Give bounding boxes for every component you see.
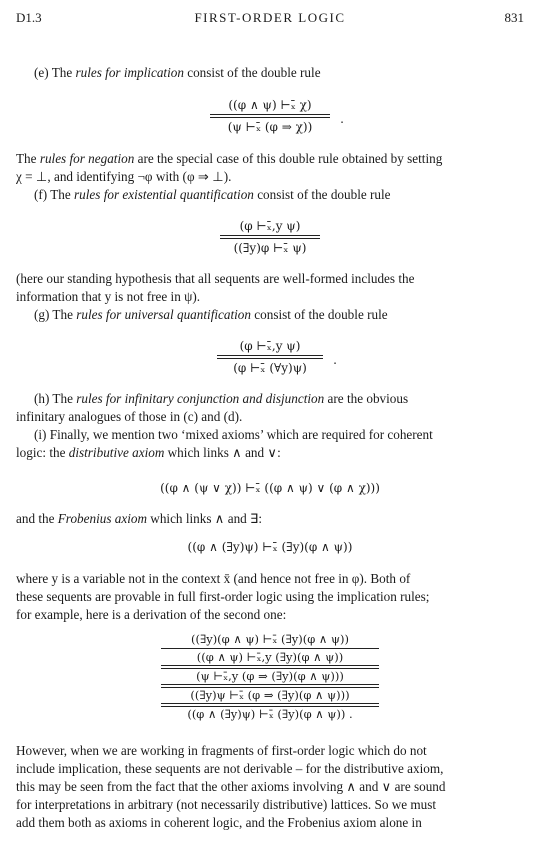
text: which links ∧ and ∃: <box>147 511 263 526</box>
text: and the <box>16 511 58 526</box>
emphasis: distributive axiom <box>68 445 165 460</box>
frobenius-axiom: ((φ ∧ (∃y)ψ) ⊢ₓ̄ (∃y)(φ ∧ ψ)) <box>187 540 353 554</box>
rule-numerator: (φ ⊢ₓ̄,y ψ) <box>239 219 301 233</box>
paragraph-f <box>16 186 524 204</box>
paragraph-negation <box>16 150 524 186</box>
single-rule-bar <box>161 648 379 649</box>
text: consist of the double rule <box>253 187 391 202</box>
text: χ = ⊥, and identifying ¬φ with (φ ⇒ ⊥). <box>16 169 232 184</box>
rule-denominator: (φ ⊢ₓ̄ (∀y)ψ) <box>233 361 307 375</box>
text: which links ∧ and ∨: <box>164 445 281 460</box>
implication-double-rule <box>0 97 540 135</box>
text: add them both as axioms in coherent logic, and the Frobenius axiom alone in <box>16 815 422 830</box>
text: consist of the double rule <box>250 307 388 322</box>
text: information that y is not free in ψ). <box>16 289 201 304</box>
paragraph-here <box>16 270 524 306</box>
derivation-step: ((φ ∧ ψ) ⊢ₓ̄,y (∃y)(φ ∧ ψ)) <box>196 650 344 664</box>
rule-end-mark: . <box>340 112 344 126</box>
derivation-step: ((∃y)(φ ∧ ψ) ⊢ₓ̄ (∃y)(φ ∧ ψ)) <box>190 632 349 646</box>
text: logic: the <box>16 445 69 460</box>
text: these sequents are provable in full first-order logic using the implication rules; <box>16 589 430 604</box>
derivation-step: ((∃y)ψ ⊢ₓ̄ (φ ⇒ (∃y)(φ ∧ ψ))) <box>190 688 350 702</box>
paragraph-i <box>16 426 524 462</box>
text: However, when we are working in fragments of first-order logic which do not <box>16 743 427 758</box>
text: (g) The <box>34 307 77 322</box>
rule-denominator: (ψ ⊢ₓ̄ (φ ⇒ χ)) <box>227 120 313 134</box>
emphasis: rules for infinitary conjunction and disjunction <box>76 391 325 406</box>
rule-end-mark: . <box>333 353 337 367</box>
emphasis: rules for implication <box>75 65 184 80</box>
existential-double-rule <box>0 218 540 256</box>
text: (i) Finally, we mention two ‘mixed axioms’ which are required for coherent <box>34 427 433 442</box>
paragraph-however <box>16 742 524 832</box>
distributive-axiom: ((φ ∧ (ψ ∨ χ)) ⊢ₓ̄ ((φ ∧ ψ) ∨ (φ ∧ χ))) <box>160 481 380 495</box>
text: for example, here is a derivation of the second one: <box>16 607 287 622</box>
emphasis: rules for negation <box>39 151 135 166</box>
running-title: FIRST-ORDER LOGIC <box>194 10 346 25</box>
double-rule-bar <box>210 114 330 118</box>
double-rule-bar <box>217 355 323 359</box>
text: are the obvious <box>324 391 409 406</box>
text: for interpretations in arbitrary (not necessarily distributive) lattices. So we must <box>16 797 437 812</box>
page-number: 831 <box>504 10 524 25</box>
text: (e) The <box>34 65 76 80</box>
paragraph-frobenius-intro <box>16 510 524 528</box>
section-label: D1.3 <box>16 10 42 25</box>
text: (h) The <box>34 391 77 406</box>
text: consist of the double rule <box>183 65 321 80</box>
emphasis: rules for existential quantification <box>74 187 254 202</box>
paragraph-e <box>16 64 524 82</box>
rule-denominator: ((∃y)φ ⊢ₓ̄ ψ) <box>233 241 307 255</box>
paragraph-h <box>16 390 524 426</box>
text: The <box>16 151 40 166</box>
text: infinitary analogues of those in (c) and (d). <box>16 409 243 424</box>
paragraph-where <box>16 570 524 624</box>
frobenius-derivation <box>0 632 540 722</box>
text: are the special case of this double rule obtained by setting <box>134 151 443 166</box>
rule-numerator: (φ ⊢ₓ̄,y ψ) <box>239 339 301 353</box>
text: (f) The <box>34 187 75 202</box>
derivation-step: ((φ ∧ (∃y)ψ) ⊢ₓ̄ (∃y)(φ ∧ ψ)) . <box>187 707 353 721</box>
emphasis: Frobenius axiom <box>57 511 147 526</box>
derivation-step: (ψ ⊢ₓ̄,y (φ ⇒ (∃y)(φ ∧ ψ))) <box>196 669 344 683</box>
double-rule-bar <box>220 235 320 239</box>
universal-double-rule <box>0 338 540 376</box>
text: this may be seen from the fact that the other axioms involving ∧ and ∨ are sound <box>16 779 446 794</box>
emphasis: rules for universal quantification <box>76 307 251 322</box>
running-header <box>16 10 524 30</box>
text: where y is a variable not in the context x̄ (and hence not free in φ). Both of <box>16 571 411 586</box>
rule-numerator: ((φ ∧ ψ) ⊢ₓ̄ χ) <box>228 98 312 112</box>
paragraph-g <box>16 306 524 324</box>
text: (here our standing hypothesis that all sequents are well-formed includes the <box>16 271 415 286</box>
text: include implication, these sequents are not derivable – for the distributive axiom, <box>16 761 444 776</box>
